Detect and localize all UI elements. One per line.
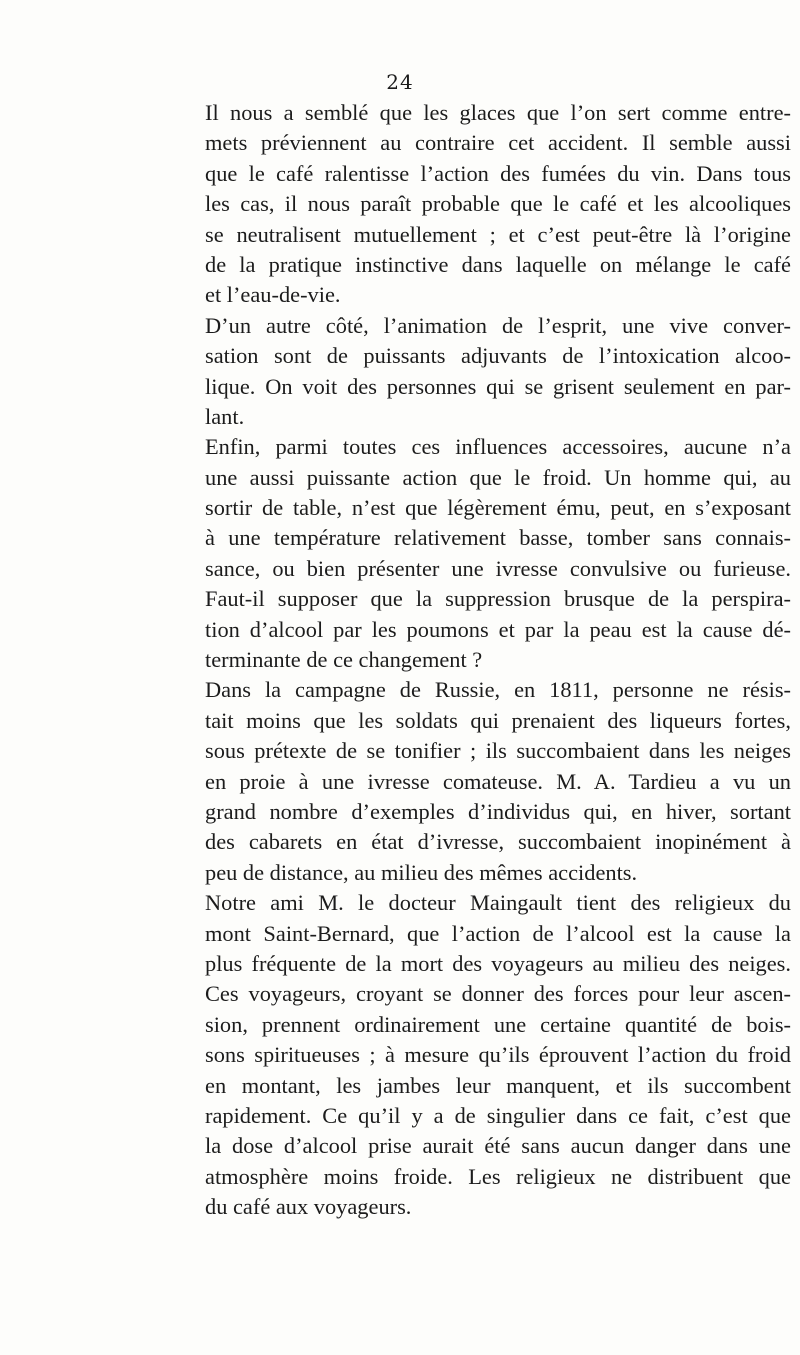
page-number: 24 — [386, 70, 414, 94]
text-line: peu de distance, au milieu des mêmes accidents. — [205, 859, 638, 885]
text-line: lique. On voit des personnes qui se grisent seulement en par- — [205, 373, 791, 399]
text-line: sion, prennent ordinairement une certaine quantité de bois- — [205, 1011, 791, 1037]
text-line: lant. — [205, 403, 245, 429]
text-line: tait moins que les soldats qui prenaient des liqueurs fortes, — [205, 707, 791, 733]
text-line: en montant, les jambes leur manquent, et ils succombent — [205, 1072, 791, 1098]
text-line: Dans la campagne de Russie, en 1811, personne ne résis- — [205, 677, 791, 703]
text-line: mets préviennent au contraire cet accident. Il semble aussi — [205, 130, 791, 156]
text-line: sation sont de puissants adjuvants de l’intoxication alcoo- — [205, 343, 791, 369]
text-line: Enfin, parmi toutes ces influences accessoires, aucune n’a — [205, 434, 791, 460]
text-line: la dose d’alcool prise aurait été sans aucun danger dans une — [205, 1133, 791, 1159]
text-line: rapidement. Ce qu’il y a de singulier dans ce fait, c’est que — [205, 1102, 791, 1128]
text-line: se neutralisent mutuellement ; et c’est peut-être là l’origine — [205, 221, 791, 247]
text-line: sortir de table, n’est que légèrement ému, peut, en s’exposant — [205, 495, 791, 521]
text-line: tion d’alcool par les poumons et par la peau est la cause dé- — [205, 616, 791, 642]
text-line: à une température relativement basse, tomber sans connais- — [205, 525, 791, 551]
text-line: D’un autre côté, l’animation de l’esprit, une vive conver- — [205, 312, 791, 338]
text-line: une aussi puissante action que le froid. Un homme qui, au — [205, 464, 791, 490]
text-line: Ces voyageurs, croyant se donner des forces pour leur ascen- — [205, 981, 791, 1007]
body-text — [205, 98, 791, 1222]
text-line: Notre ami M. le docteur Maingault tient des religieux du — [205, 890, 791, 916]
text-line: mont Saint-Bernard, que l’action de l’alcool est la cause la — [205, 920, 791, 946]
text-line: sance, ou bien présenter une ivresse convulsive ou furieuse. — [205, 555, 791, 581]
text-line: que le café ralentisse l’action des fumées du vin. Dans tous — [205, 160, 791, 186]
text-line: Faut-il supposer que la suppression brusque de la perspira- — [205, 586, 791, 612]
text-line: et l’eau-de-vie. — [205, 282, 341, 308]
text-line: les cas, il nous paraît probable que le café et les alcooliques — [205, 191, 791, 217]
text-line: grand nombre d’exemples d’individus qui, en hiver, sortant — [205, 798, 791, 824]
text-line: sons spiritueuses ; à mesure qu’ils éprouvent l’action du froid — [205, 1042, 791, 1068]
text-line: en proie à une ivresse comateuse. M. A. Tardieu a vu un — [205, 768, 791, 794]
text-line: de la pratique instinctive dans laquelle on mélange le café — [205, 251, 791, 277]
text-line: plus fréquente de la mort des voyageurs au milieu des neiges. — [205, 950, 791, 976]
text-line: terminante de ce changement ? — [205, 647, 483, 673]
text-line: du café aux voyageurs. — [205, 1194, 412, 1220]
text-line: atmosphère moins froide. Les religieux ne distribuent que — [205, 1163, 791, 1189]
text-line: des cabarets en état d’ivresse, succombaient inopinément à — [205, 829, 791, 855]
text-line: sous prétexte de se tonifier ; ils succombaient dans les neiges — [205, 738, 791, 764]
text-line: Il nous a semblé que les glaces que l’on sert comme entre- — [205, 100, 791, 125]
